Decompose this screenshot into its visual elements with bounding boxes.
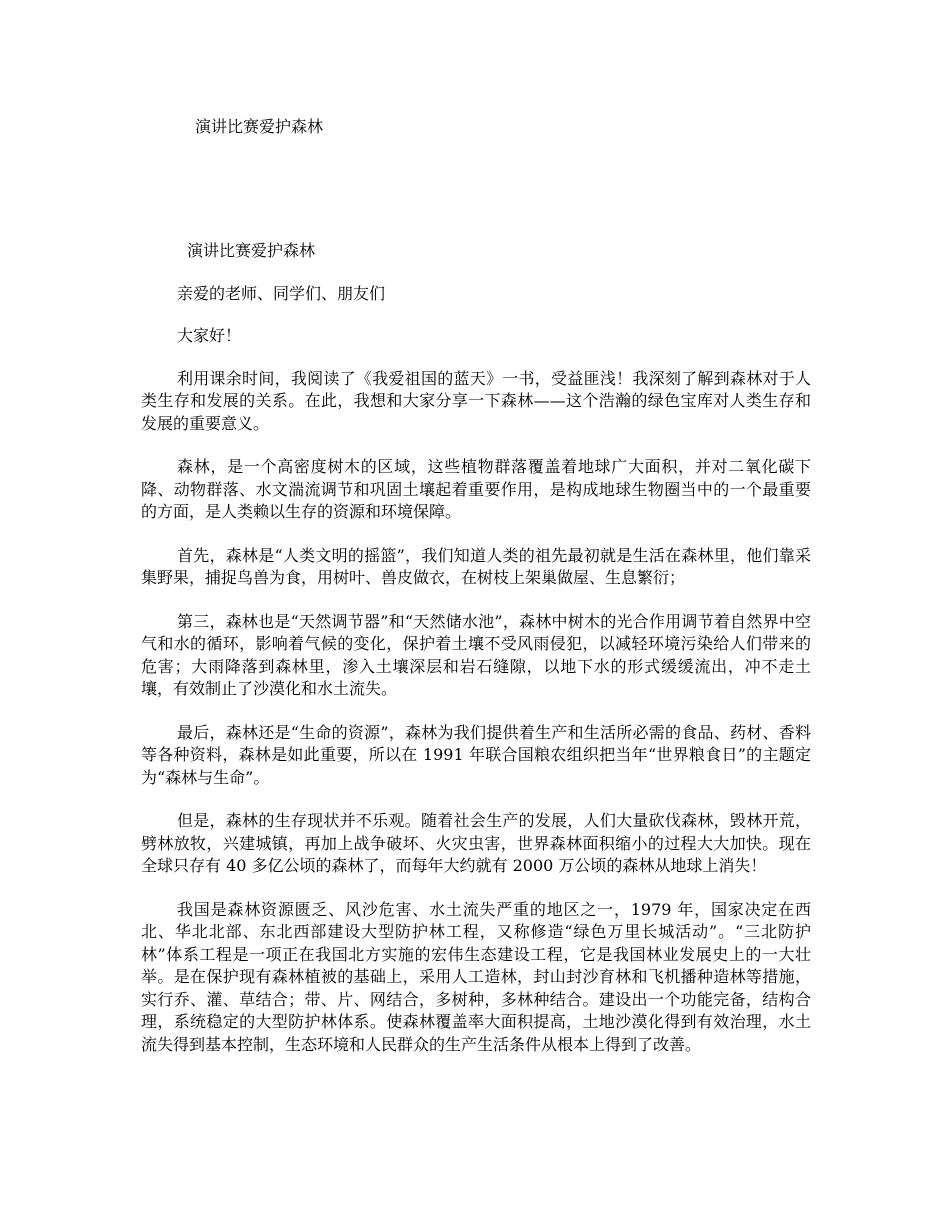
body-paragraph-2: 森林，是一个高密度树木的区域，这些植物群落覆盖着地球广大面积，并对二氧化碳下降、动物群落、水文湍流调节和巩固土壤起着重要作用，是构成地球生物圈当中的一个最重要的方面，是人类赖以生存的资源和环境保障。 [141,457,811,521]
body-paragraph-6: 但是，森林的生存现状并不乐观。随着社会生产的发展，人们大量砍伐森林，毁林开荒，劈林放牧，兴建城镇，再加上战争破坏、火灾虫害，世界森林面积缩小的过程大大加快。现在全球只存有 40 多亿公顷的森林了，而每年大约就有 2000 万公顷的森林从地球上消失！ [141,811,811,875]
speech-heading: 演讲比赛爱护森林 [187,241,316,260]
body-paragraph-4: 第三，森林也是“天然调节器”和“天然储水池”，森林中树木的光合作用调节着自然界中空气和水的循环，影响着气候的变化，保护着土壤不受风雨侵犯，以减轻环境污染给人们带来的危害；大雨降落到森林里，渗入土壤深层和岩石缝隙，以地下水的形式缓缓流出，冲不走土壤，有效制止了沙漠化和水土流失。 [141,611,811,698]
body-paragraph-3: 首先，森林是“人类文明的摇篮”，我们知道人类的祖先最初就是生活在森林里，他们靠采集野果，捕捉鸟兽为食，用树叶、兽皮做衣，在树枝上架巢做屋、生息繁衍； [141,545,811,587]
greeting: 大家好！ [177,326,242,345]
body-paragraph-7: 我国是森林资源匮乏、风沙危害、水土流失严重的地区之一，1979 年，国家决定在西北、华北北部、东北西部建设大型防护林工程，又称修造“绿色万里长城活动”。“三北防护林”体系工程是一项正在我国北方实施的宏伟生态建设工程，它是我国林业发展史上的一大壮举。是在保护现有森林植被的基础上，采用人工造林，封山封沙育林和飞机播种造林等措施，实行乔、灌、草结合；带、片、网结合，多树种，多林种结合。建设出一个功能完备，结构合理，系统稳定的大型防护林体系。使森林覆盖率大面积提高，土地沙漠化得到有效治理，水土流失得到基本控制，生态环境和人民群众的生产生活条件从根本上得到了改善。 [141,899,811,1054]
salutation: 亲爱的老师、同学们、朋友们 [177,283,386,303]
body-paragraph-1: 利用课余时间，我阅读了《我爱祖国的蓝天》一书，受益匪浅！我深刻了解到森林对于人类生存和发展的关系。在此，我想和大家分享一下森林——这个浩瀚的绿色宝库对人类生存和发展的重要意义。 [141,368,811,433]
document-title: 演讲比赛爱护森林 [195,117,324,136]
body-paragraph-5: 最后，森林还是“生命的资源”，森林为我们提供着生产和生活所必需的食品、药材、香料等各种资料，森林是如此重要，所以在 1991 年联合国粮农组织把当年“世界粮食日”的主题定为“森林与生命”。 [141,722,811,787]
document-body [141,240,811,1056]
